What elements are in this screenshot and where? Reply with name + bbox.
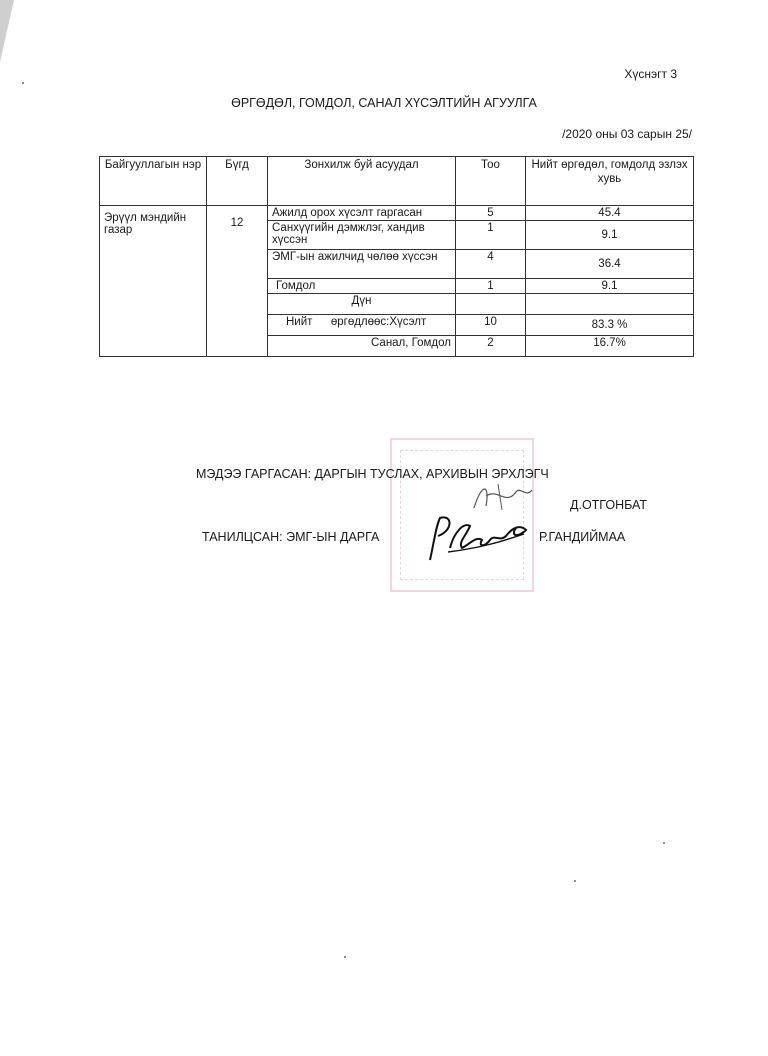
percent-cell: 83.3 % — [526, 315, 694, 336]
count-cell: 1 — [456, 279, 526, 294]
header-percent: Нийт өргөдөл, гомдолд эзлэх хувь — [526, 157, 694, 206]
prepared-signature — [468, 478, 538, 516]
table-header-row — [100, 157, 694, 206]
issue-cell: Гомдол — [268, 279, 456, 294]
header-org: Байгууллагын нэр — [100, 157, 207, 206]
count-cell: 4 — [456, 250, 526, 279]
complaints-table — [99, 156, 694, 357]
org-name-cell: Эрүүл мэндийн газар — [100, 206, 207, 357]
prepared-by-line: МЭДЭЭ ГАРГАСАН: ДАРГЫН ТУСЛАХ, АРХИВЫН ЭРХЛЭГЧ — [196, 467, 549, 481]
summary-complaints-label: Санал, Гомдол — [268, 336, 456, 357]
document-date: /2020 оны 03 сарын 25/ — [562, 127, 692, 141]
count-cell: 10 — [456, 315, 526, 336]
summary-label: Дүн — [268, 294, 456, 315]
summary-requests-right: өргөдлөөс:Хүсэлт — [330, 316, 427, 328]
count-cell: 2 — [456, 336, 526, 357]
summary-requests-cell — [268, 315, 456, 336]
count-cell: 5 — [456, 206, 526, 221]
reviewed-by-line: ТАНИЛЦСАН: ЭМГ-ЫН ДАРГА — [202, 530, 380, 544]
reviewed-name: Р.ГАНДИЙМАА — [539, 530, 626, 544]
document-title: ӨРГӨДӨЛ, ГОМДОЛ, САНАЛ ХҮСЭЛТИЙН АГУУЛГА — [231, 96, 537, 110]
percent-cell: 9.1 — [526, 221, 694, 250]
prepared-name: Д.ОТГОНБАТ — [570, 498, 648, 512]
total-value: 12 — [230, 217, 244, 229]
scan-speck — [663, 842, 665, 844]
reviewed-signature — [420, 512, 532, 564]
issue-cell: Санхүүгийн дэмжлэг, хандив хүссэн — [268, 221, 456, 250]
issue-cell: Ажилд орох хүсэлт гаргасан — [268, 206, 456, 221]
header-count: Тоо — [456, 157, 526, 206]
percent-cell: 9.1 — [526, 279, 694, 294]
empty-cell — [526, 294, 694, 315]
scan-edge-shadow — [0, 0, 14, 62]
scan-speck — [22, 82, 24, 84]
percent-cell: 45.4 — [526, 206, 694, 221]
percent-cell: 16.7% — [526, 336, 694, 357]
scan-speck — [574, 880, 576, 882]
issue-cell: ЭМГ-ын ажилчид чөлөө хүссэн — [268, 250, 456, 279]
empty-cell — [456, 294, 526, 315]
total-cell — [207, 206, 268, 357]
appendix-label: Хүснэгт 3 — [624, 67, 677, 81]
count-cell: 1 — [456, 221, 526, 250]
scan-speck — [344, 956, 346, 958]
summary-requests-left: Нийт — [286, 316, 313, 328]
table-row — [100, 206, 694, 221]
percent-cell: 36.4 — [526, 250, 694, 279]
header-issue: Зонхилж буй асуудал — [268, 157, 456, 206]
header-total: Бүгд — [207, 157, 268, 206]
